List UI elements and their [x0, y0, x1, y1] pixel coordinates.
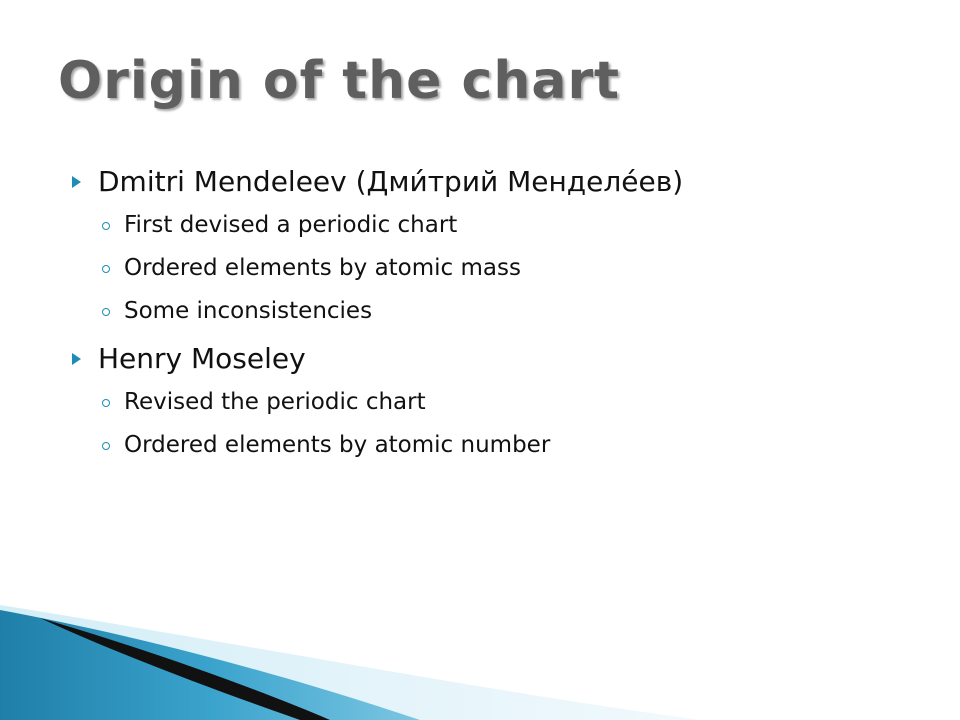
- sub-bullet-text: First devised a periodic chart: [124, 212, 458, 238]
- wave-teal-band: [0, 610, 420, 720]
- bullet-moseley: [72, 339, 932, 379]
- wave-dark-stroke: [40, 618, 330, 720]
- sub-bullet-text: Revised the periodic chart: [124, 389, 426, 415]
- hollow-circle-icon: [102, 222, 110, 230]
- sub-bullet-text: Some inconsistencies: [124, 298, 373, 324]
- triangle-arrow-icon: [72, 353, 81, 365]
- hollow-circle-icon: [102, 442, 110, 450]
- sub-bullet-text: Ordered elements by atomic number: [124, 432, 551, 458]
- slide-title: Origin of the chart: [58, 51, 620, 111]
- sub-bullet: [72, 381, 932, 424]
- bullet-text: Henry Moseley: [98, 342, 306, 375]
- wave-light-band: [0, 605, 700, 720]
- bullet-text: Dmitri Mendeleev (Дми́трий Менделе́ев): [98, 165, 684, 198]
- hollow-circle-icon: [102, 265, 110, 273]
- hollow-circle-icon: [102, 308, 110, 316]
- sub-bullet: [72, 204, 932, 247]
- sub-bullet: [72, 247, 932, 290]
- hollow-circle-icon: [102, 399, 110, 407]
- triangle-arrow-icon: [72, 176, 81, 188]
- sub-bullet-text: Ordered elements by atomic mass: [124, 255, 521, 281]
- sub-bullet: [72, 290, 932, 333]
- bullet-mendeleev: [72, 162, 932, 202]
- bullet-list: [72, 162, 932, 467]
- sub-bullet: [72, 424, 932, 467]
